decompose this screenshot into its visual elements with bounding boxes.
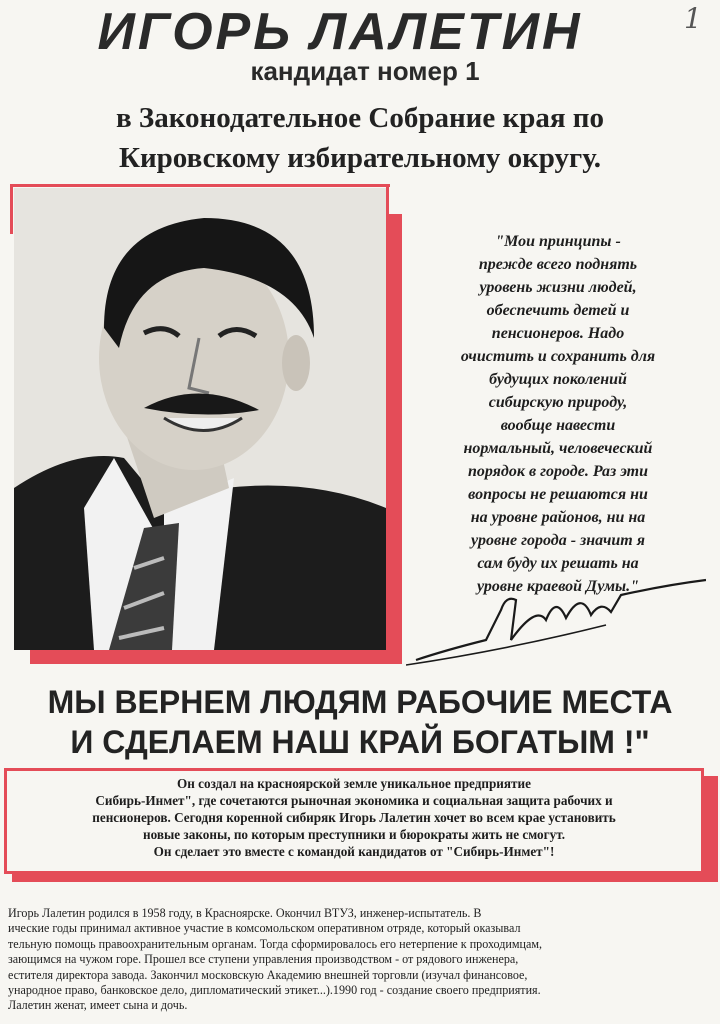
quote-line: уровне краевой Думы." [476,578,640,595]
assembly-district [0,98,720,178]
candidate-number: кандидат номер 1 [250,56,480,86]
quote-line: сам буду их решать на [477,555,639,572]
candidate-photo [14,188,386,650]
quote-line: очистить и сохранить для [460,348,656,365]
page-number: 1 [684,2,702,35]
quote-line: нормальный, человеческий [463,440,653,457]
photo-frame-top [10,184,390,187]
photo-shadow-bottom [30,650,402,664]
slogan-line-1: МЫ ВЕРНЕМ ЛЮДЯМ РАБОЧИЕ МЕСТА [47,684,673,720]
assembly-line-2: Кировскому избирательному округу. [118,142,602,174]
slogan-line-2: И СДЕЛАЕМ НАШ КРАЙ БОГАТЫМ !" [70,724,650,760]
quote-line: на уровне районов, ни на [470,509,646,526]
info-line: Сибирь-Инмет", где сочетаются рыночная экономика и социальная защита рабочих и [95,793,613,808]
bio-line: Лалетин женат, имеет сына и дочь. [8,998,188,1013]
bio-line: зающимся на чужом горе. Прошел все ступени управления производством - от рядового инженера, [8,952,519,967]
quote-line: "Мои принципы - [495,233,621,250]
quote-line: уровень жизни людей, [479,279,637,296]
biography [8,906,714,1014]
quote-line: пенсионеров. Надо [491,325,625,342]
quote-line: вообще навести [500,417,616,434]
quote-line: прежде всего поднять [478,256,638,273]
candidate-name: ИГОРЬ ЛАЛЕТИН [97,3,583,61]
quote-line: порядок в городе. Раз эти [467,463,649,480]
quote-line: сибирскую природу, [488,394,628,411]
bio-line: ические годы принимал активное участие в комсомольском оперативном отряде, который оказывал [8,921,521,936]
info-line: новые законы, по которым преступники и бюрократы жить не смогут. [143,827,565,842]
info-line: Он сделает это вместе с командой кандидатов от "Сибирь-Инмет"! [153,844,555,859]
photo-frame-right [386,184,389,214]
quote-line: будущих поколений [489,371,627,388]
assembly-line-1: в Законодательное Собрание края по [116,102,604,134]
photo-frame-left [10,184,13,234]
info-box [7,771,701,871]
bio-line: тельную помощь правоохранительным органам. Тогда сформировалось его нетерпение к проходимцам, [8,936,543,951]
candidate-quote [396,230,720,598]
bio-line: ународное право, банковское дело, дипломатический этикет...).1990 год - создание своего предприятия. [8,983,541,998]
bio-line: Игорь Лалетин родился в 1958 году, в Красноярске. Окончил ВТУЗ, инженер-испытатель. В [8,906,482,920]
handwritten-signature [406,570,706,675]
bio-line: естителя директора завода. Закончил московскую Академию внешней торговли (изучал финансовое, [8,967,528,982]
quote-line: вопросы не решаются ни [468,486,648,503]
quote-line: уровне города - значит я [471,532,645,549]
info-line: Он создал на красноярской земле уникальное предприятие [177,776,531,791]
info-line: пенсионеров. Сегодня коренной сибиряк Игорь Лалетин хочет во всем крае установить [92,810,616,825]
quote-line: обеспечить детей и [486,302,630,319]
